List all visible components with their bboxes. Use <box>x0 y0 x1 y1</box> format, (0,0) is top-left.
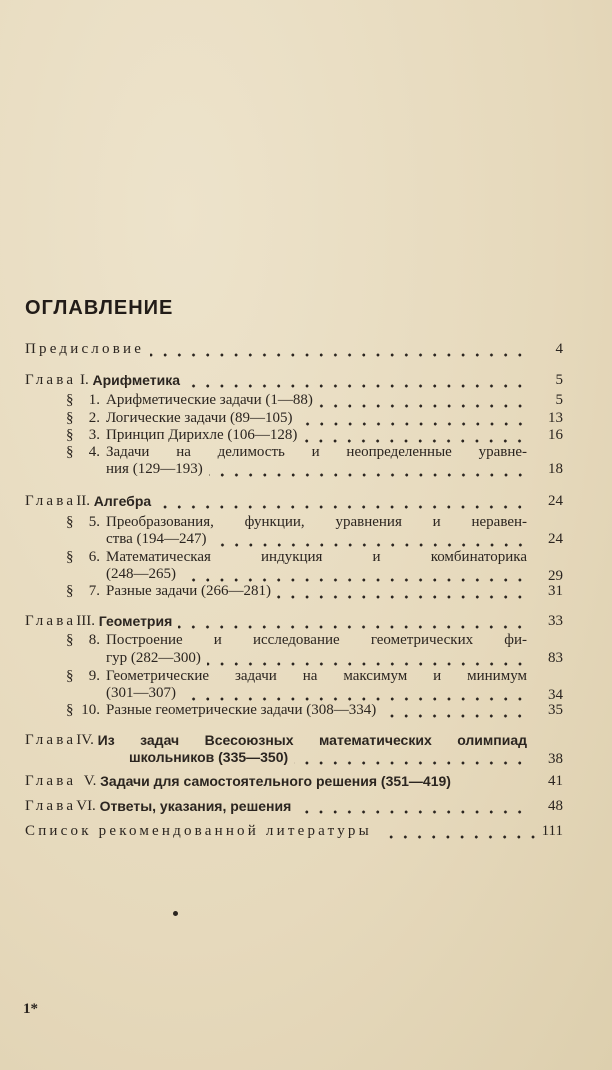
page-number: 29 <box>548 568 563 584</box>
page-number: 5 <box>555 372 563 388</box>
chapter-prefix: Глава <box>25 798 77 814</box>
section-title-line1: Построение и исследование геометрических фи- <box>106 632 527 648</box>
dot-leader <box>150 340 527 358</box>
page-number: 31 <box>548 583 563 599</box>
toc-section-3[interactable] <box>78 426 527 444</box>
page-number: 24 <box>548 531 563 547</box>
chapter-prefix: Глава <box>25 372 77 388</box>
toc-section-9-cont[interactable] <box>106 684 527 702</box>
chapter-title: Арифметика <box>92 372 181 388</box>
page-number: 111 <box>541 823 563 839</box>
page-number: 48 <box>548 798 563 814</box>
page-number: 13 <box>548 410 563 426</box>
dot-leader <box>186 371 527 389</box>
toc-section-5[interactable] <box>78 513 527 531</box>
toc-section-8[interactable] <box>78 631 527 649</box>
chapter-prefix: Глава <box>25 493 77 509</box>
chapter-title-line1: Из задач Всесоюзных математических олимпиад <box>97 732 527 748</box>
chapter-number: II. <box>76 493 90 509</box>
chapter-number: V. <box>83 773 97 789</box>
section-number: 1. <box>88 392 100 408</box>
toc-chapter-1[interactable] <box>25 371 527 389</box>
toc-chapter-3[interactable] <box>25 612 527 630</box>
toc-section-6-cont[interactable] <box>106 565 527 583</box>
toc-chapter-4[interactable] <box>25 731 527 749</box>
dot-leader <box>294 748 527 766</box>
chapter-number: VI. <box>76 798 96 814</box>
section-number: 3. <box>88 427 100 443</box>
toc-chapter-4-cont[interactable] <box>129 748 527 766</box>
section-title-line1: Преобразования, функции, уравнения и неравен- <box>106 514 527 530</box>
page-number: 83 <box>548 650 563 666</box>
toc-section-2[interactable] <box>78 409 527 427</box>
toc-section-10[interactable] <box>78 701 527 719</box>
dot-leader <box>382 701 527 719</box>
dot-leader <box>182 565 527 583</box>
dot-leader <box>319 391 527 409</box>
page-number: 24 <box>548 493 563 509</box>
chapter-number: III. <box>76 613 95 629</box>
section-sign: § <box>66 583 74 599</box>
section-title: Арифметические задачи (1—88) <box>106 392 313 408</box>
page-number: 5 <box>555 392 563 408</box>
toc-entry-bibliography[interactable] <box>25 822 540 840</box>
section-sign: § <box>66 410 74 426</box>
chapter-title: Геометрия <box>98 613 173 629</box>
dot-leader <box>207 649 527 667</box>
dot-leader <box>213 530 528 548</box>
section-number: 8. <box>88 632 100 648</box>
section-number: 2. <box>88 410 100 426</box>
toc-section-4-cont[interactable] <box>106 460 527 478</box>
section-title-line1: Геометрические задачи на максимум и минимум <box>106 668 527 684</box>
chapter-number: IV. <box>76 732 94 748</box>
section-title-line1: Задачи на делимость и неопределенные уравне- <box>106 444 527 460</box>
chapter-prefix: Глава <box>25 773 77 789</box>
chapter-prefix: Глава <box>25 613 77 629</box>
section-sign: § <box>66 427 74 443</box>
section-sign: § <box>66 668 74 684</box>
section-sign: § <box>66 514 74 530</box>
page-number: 35 <box>548 702 563 718</box>
section-title: Разные задачи (266—281) <box>106 583 272 599</box>
section-number: 7. <box>88 583 100 599</box>
section-title: Разные геометрические задачи (308—334) <box>106 702 377 718</box>
section-title-line2: гур (282—300) <box>106 650 201 666</box>
section-number: 9. <box>88 668 100 684</box>
chapter-title-line2: школьников (335—350) <box>129 749 289 765</box>
page-number: 38 <box>548 751 563 767</box>
section-title: Логические задачи (89—105) <box>106 410 293 426</box>
section-title: Принцип Дирихле (106—128) <box>106 427 298 443</box>
toc-chapter-2[interactable] <box>25 492 527 510</box>
dot-leader <box>182 684 527 702</box>
section-title-line2: (248—265) <box>106 566 176 582</box>
toc-section-8-cont[interactable] <box>106 649 527 667</box>
section-number: 5. <box>88 514 100 530</box>
section-title-line2: (301—307) <box>106 685 176 701</box>
toc-section-7[interactable] <box>78 582 527 600</box>
chapter-title: Ответы, указания, решения <box>99 798 292 814</box>
dot-leader <box>386 822 540 840</box>
page-number: 4 <box>555 341 563 357</box>
toc-title: ОГЛАВЛЕНИЕ <box>25 297 174 319</box>
dot-leader <box>299 409 527 427</box>
section-number: 4. <box>88 444 100 460</box>
toc-section-4[interactable] <box>78 443 527 461</box>
toc-entry-preface[interactable] <box>25 340 527 358</box>
section-sign: § <box>66 549 74 565</box>
section-sign: § <box>66 392 74 408</box>
page-number: 18 <box>548 461 563 477</box>
print-speck <box>173 911 178 916</box>
section-number: 10. <box>81 702 100 718</box>
page-number: 16 <box>548 427 563 443</box>
toc-section-5-cont[interactable] <box>106 530 527 548</box>
dot-leader <box>277 582 527 600</box>
section-sign: § <box>66 632 74 648</box>
entry-label: Список рекомендованной литературы <box>25 823 372 839</box>
section-title-line2: ния (129—193) <box>106 461 203 477</box>
dot-leader <box>209 460 527 478</box>
dot-leader <box>157 492 527 510</box>
signature-mark: 1* <box>23 1001 38 1017</box>
section-title-line2: ства (194—247) <box>106 531 207 547</box>
toc-section-1[interactable] <box>78 391 527 409</box>
section-sign: § <box>66 444 74 460</box>
chapter-prefix: Глава <box>25 732 77 748</box>
page-number: 41 <box>548 773 563 789</box>
section-sign: § <box>66 702 74 718</box>
toc-section-6[interactable] <box>78 548 527 566</box>
section-title-line1: Математическая индукция и комбинаторика <box>106 549 527 565</box>
page-number: 34 <box>548 687 563 703</box>
entry-label: Предисловие <box>25 341 145 357</box>
chapter-title: Задачи для самостоятельного решения (351—419) <box>100 773 451 789</box>
dot-leader <box>297 797 527 815</box>
page-number: 33 <box>548 613 563 629</box>
toc-chapter-6[interactable] <box>25 797 527 815</box>
dot-leader <box>303 426 527 444</box>
chapter-number: I. <box>79 372 89 388</box>
dot-leader <box>178 612 527 630</box>
toc-section-9[interactable] <box>78 667 527 685</box>
section-number: 6. <box>88 549 100 565</box>
toc-chapter-5[interactable] <box>25 772 545 790</box>
chapter-title: Алгебра <box>93 493 152 509</box>
